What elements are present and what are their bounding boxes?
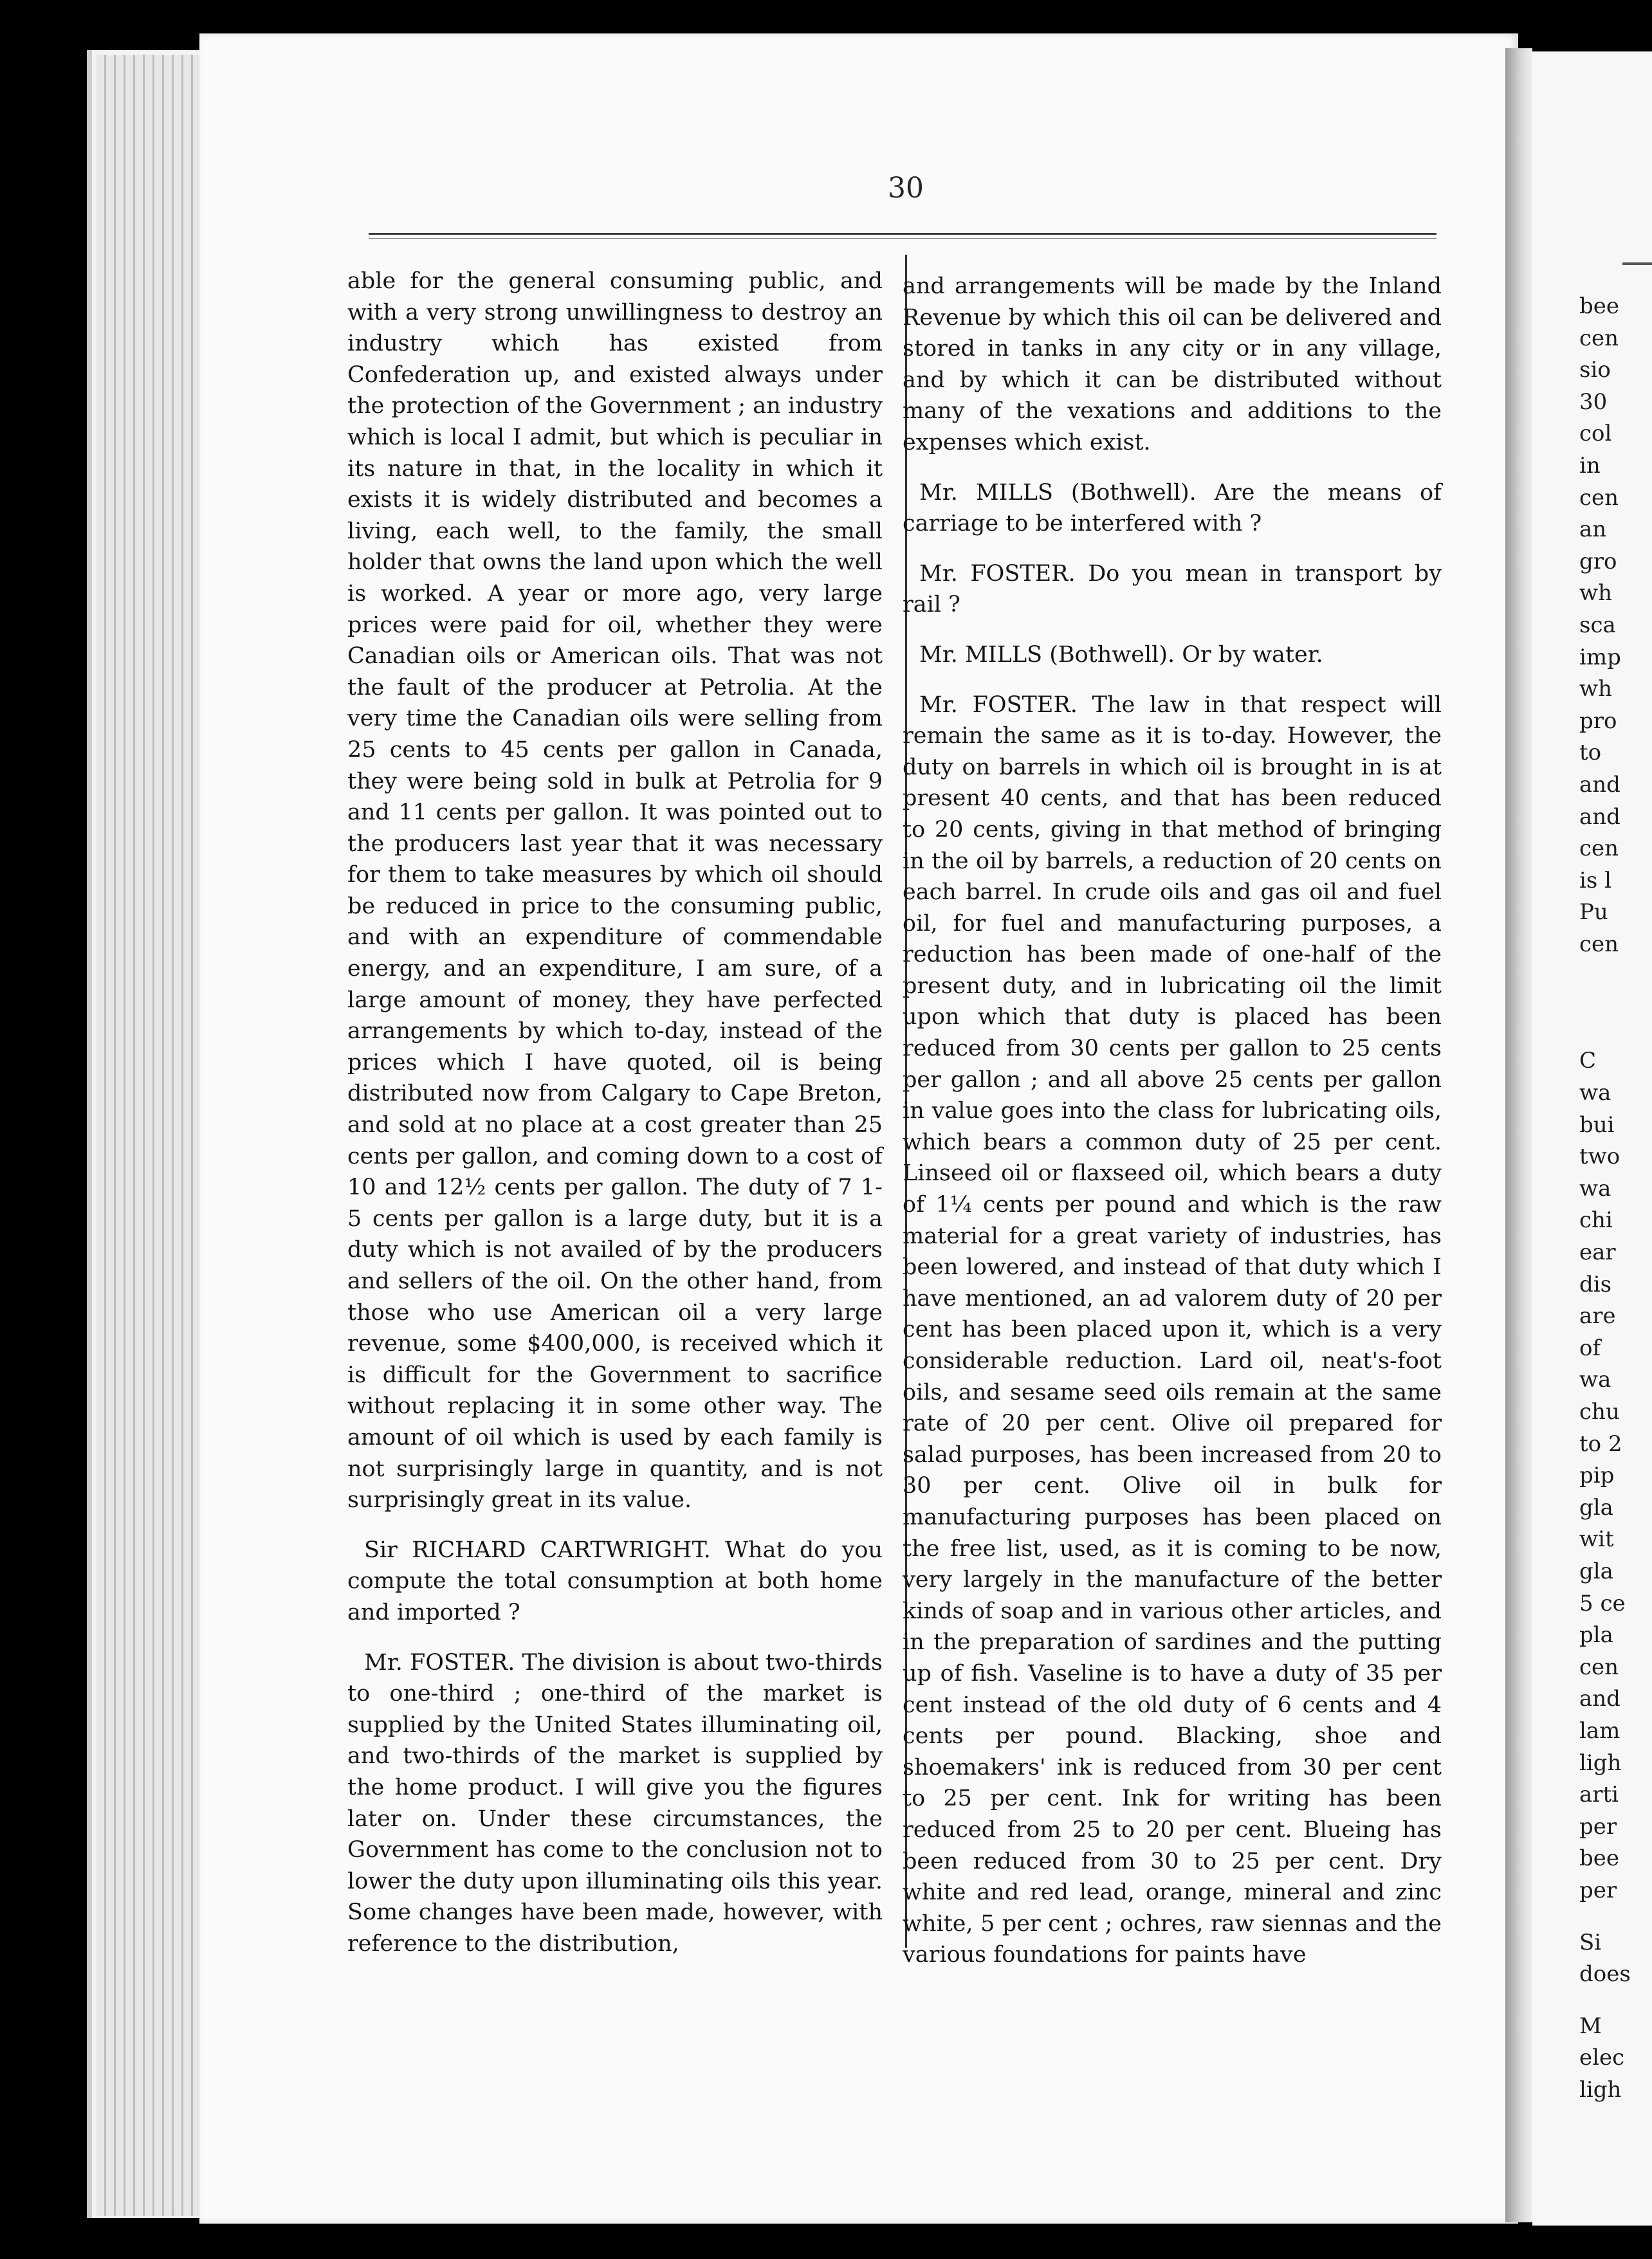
- fragment-line: pip: [1579, 1463, 1615, 1489]
- fragment-line: C: [1579, 1048, 1597, 1074]
- fragment-line: chi: [1579, 1207, 1613, 1234]
- fragment-line: cen: [1579, 836, 1619, 862]
- fragment-line: 30: [1579, 389, 1608, 415]
- fragment-line: arti: [1579, 1782, 1619, 1808]
- fragment-line: dis: [1579, 1271, 1612, 1297]
- fragment-line: an: [1579, 517, 1607, 543]
- fragment-line: lam: [1579, 1717, 1620, 1744]
- fragment-line: in: [1579, 452, 1601, 479]
- facing-page-rule: [1622, 262, 1652, 265]
- fragment-line: cen: [1579, 1654, 1619, 1680]
- fragment-line: ligh: [1579, 2076, 1622, 2103]
- fragment-line: wa: [1579, 1367, 1611, 1393]
- header-rule-thin: [369, 238, 1436, 239]
- fragment-line: pro: [1579, 708, 1617, 734]
- facing-page-column: [1579, 291, 1652, 2106]
- paragraph: Mr. FOSTER. The division is about two-thirds to one-third ; one-third of the market is supplied by the United States illuminating oil, and two-thirds of the market is supplied by the home product. I will give you the figures later on. Under these circumstances, the Government has come to the conclusion not to lower the duty upon illuminating oils this year. Some changes have been made, however, with reference to the distribution,: [347, 1649, 883, 1957]
- fragment-line: cen: [1579, 931, 1619, 957]
- left-column: [347, 266, 883, 1959]
- fragment-line: Pu: [1579, 899, 1608, 926]
- fragment-line: does: [1579, 1961, 1631, 1988]
- fragment-line: gro: [1579, 548, 1617, 574]
- fragment-line: per: [1579, 1813, 1617, 1840]
- fragment-line: imp: [1579, 644, 1621, 670]
- paragraph: Mr. FOSTER. Do you mean in transport by rail ?: [903, 560, 1442, 618]
- fragment-line: chu: [1579, 1399, 1620, 1425]
- fragment-line: M: [1579, 2013, 1602, 2039]
- fragment-line: pla: [1579, 1622, 1613, 1649]
- fragment-line: to: [1579, 740, 1602, 766]
- paragraph: Mr. MILLS (Bothwell). Are the means of carriage to be interfered with ?: [903, 479, 1442, 537]
- fragment-line: wit: [1579, 1526, 1614, 1553]
- fragment-line: sio: [1579, 357, 1611, 383]
- fragment-line: cen: [1579, 325, 1619, 351]
- book-gutter: [1505, 48, 1532, 2222]
- paragraph: Mr. FOSTER. The law in that respect will remain the same as it is to-day. However, the duty on barrels in which oil is brought in is at present 40 cents, and that has been reduced to 20 cents, giving in that method of bringing in the oil by barrels, a reduction of 20 cents on each barrel. In crude oils and gas oil and fuel oil, for fuel and manufacturing purposes, a reduction has been made of one-half of the present duty, and in lubricating oil the limit upon which that duty is placed has been reduced from 30 cents per gallon to 25 cents per gallon ; and all above 25 cents per gallon in value goes into the class for lubricating oils, which bears a common duty of 25 per cent. Linseed oil or flaxseed oil, which bears a duty of 1¼ cents per pound and which is the raw material for a great variety of industries, has been lowered, and instead of that duty which I have mentioned, an ad valorem duty of 20 per cent has been placed upon it, which is a very considerable reduction. Lard oil, neat's-foot oils, and sesame seed oils remain at the same rate of 20 per cent. Olive oil prepared for salad purposes, has been increased from 20 to 30 per cent. Olive oil in bulk for manufacturing purposes has been placed on the free list, used, as it is coming to be now, very largely in the manufacture of the better kinds of soap and in various other articles, and in the preparation of sardines and the putting up of fish. Vaseline is to have a duty of 35 per cent instead of the old duty of 6 cents and 4 cents per pound. Blacking, shoe and shoemakers' ink is reduced from 30 per cent to 25 per cent. Ink for writing has been reduced from 25 to 20 per cent. Blueing has been reduced from 30 to 25 per cent. Dry white and red lead, orange, mineral and zinc white, 5 per cent ; ochres, raw siennas and the various foundations for paints have: [903, 691, 1442, 1968]
- fragment-line: wh: [1579, 676, 1612, 702]
- fragment-line: two: [1579, 1144, 1620, 1170]
- fragment-line: cen: [1579, 484, 1619, 511]
- fragment-line: 5 ce: [1579, 1590, 1626, 1616]
- fragment-line: bee: [1579, 1845, 1620, 1872]
- fragment-line: gla: [1579, 1558, 1613, 1584]
- scanner-background: [0, 0, 1652, 36]
- fragment-line: bee: [1579, 293, 1620, 319]
- page-number: 30: [888, 172, 924, 205]
- header-rule: [369, 233, 1436, 235]
- fragment-line: is l: [1579, 867, 1612, 893]
- fragment-line: wh: [1579, 580, 1612, 607]
- fragment-line: ear: [1579, 1239, 1616, 1266]
- fragment-line: are: [1579, 1303, 1616, 1330]
- paragraph: Mr. MILLS (Bothwell). Or by water.: [919, 641, 1323, 668]
- paragraph: Sir RICHARD CARTWRIGHT. What do you compute the total consumption at both home and imported ?: [347, 1537, 883, 1625]
- fragment-line: elec: [1579, 2045, 1625, 2071]
- fragment-line: gla: [1579, 1494, 1613, 1521]
- right-column: [903, 271, 1442, 1971]
- fragment-line: of: [1579, 1335, 1601, 1361]
- fragment-line: bui: [1579, 1111, 1615, 1138]
- fragment-line: wa: [1579, 1175, 1611, 1202]
- fragment-line: per: [1579, 1877, 1617, 1903]
- fragment-line: col: [1579, 421, 1612, 447]
- facing-page-fragment: [1532, 51, 1652, 2226]
- fragment-line: to 2: [1579, 1431, 1622, 1457]
- paragraph: able for the general consuming public, and with a very strong unwillingness to destroy an industry which has existed from Confederation up, and existed always under the protection of the Government ; an industry which is local I admit, but which is peculiar in its nature in that, in the locality in which it exists it is widely distributed and becomes a living, each well, to the family, the small holder that owns the land upon which the well is worked. A year or more ago, very large prices were paid for oil, whether they were Canadian oils or American oils. That was not the fault of the producer at Petrolia. At the very time the Canadian oils were selling from 25 cents to 45 cents per gallon in Canada, they were being sold in bulk at Petrolia for 9 and 11 cents per gallon. It was pointed out to the producers last year that it was necessary for them to take measures by which oil should be reduced in price to the consuming public, and with an expenditure of commendable energy, and an expenditure, I am sure, of a large amount of money, they have perfected arrangements by which to-day, instead of the prices which I have quoted, oil is being distributed now from Calgary to Cape Breton, and sold at no place at a cost greater than 25 cents per gallon, and coming down to a cost of 10 and 12½ cents per gallon. The duty of 7 1-5 cents per gallon is a large duty, but it is a duty which is not availed of by the producers and sellers of the oil. On the other hand, from those who use American oil a very large revenue, some $400,000, is received which it is difficult for the Government to sacrifice without replacing it in some other way. The amount of oil which is used by each family is not surprisingly large in quantity, and is not surprisingly great in its value.: [347, 268, 883, 1514]
- fragment-line: and: [1579, 803, 1620, 830]
- fragment-line: Si: [1579, 1929, 1602, 1955]
- fragment-line: and: [1579, 1686, 1620, 1712]
- fragment-line: sca: [1579, 612, 1616, 638]
- paragraph: and arrangements will be made by the Inland Revenue by which this oil can be delivered and stored in tanks in any city or in any village, and by which it can be distributed without many of the vexations and additions to the expenses which exist.: [903, 273, 1442, 455]
- fragment-line: ligh: [1579, 1750, 1622, 1776]
- fragment-line: and: [1579, 771, 1620, 798]
- fragment-line: wa: [1579, 1080, 1611, 1106]
